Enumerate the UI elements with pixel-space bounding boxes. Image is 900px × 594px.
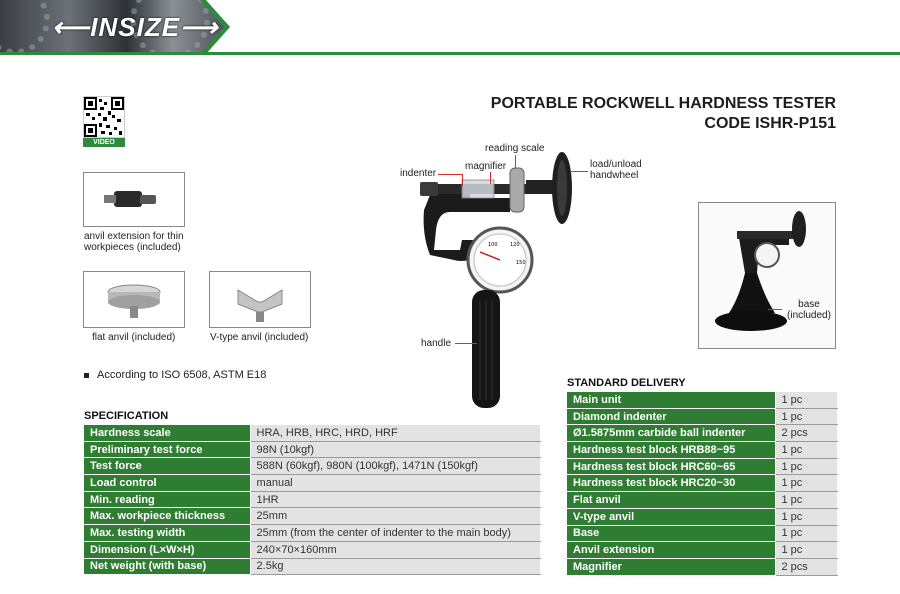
spec-label: Preliminary test force bbox=[84, 441, 251, 458]
spec-row bbox=[84, 475, 541, 492]
spec-row bbox=[84, 458, 541, 475]
spec-row bbox=[84, 541, 541, 558]
delivery-row bbox=[567, 425, 838, 442]
delivery-value: 1 pc bbox=[775, 508, 838, 525]
header-banner bbox=[0, 0, 900, 58]
delivery-value: 1 pc bbox=[775, 442, 838, 459]
spec-row bbox=[84, 508, 541, 525]
delivery-label: Hardness test block HRC60~65 bbox=[567, 458, 776, 475]
magnifier-leader bbox=[490, 172, 491, 184]
flat-anvil-caption: flat anvil (included) bbox=[92, 332, 176, 343]
dial-number-100: 100 bbox=[488, 242, 498, 248]
load-unload-callout: load/unload handwheel bbox=[590, 159, 642, 181]
standard-delivery-table bbox=[566, 391, 838, 576]
magnifier-callout: magnifier bbox=[465, 161, 507, 172]
delivery-value: 1 pc bbox=[775, 408, 838, 425]
delivery-label: Diamond indenter bbox=[567, 408, 776, 425]
delivery-row bbox=[567, 442, 838, 459]
v-anvil-image bbox=[209, 271, 311, 328]
spec-label: Min. reading bbox=[84, 491, 251, 508]
tester-illustration bbox=[410, 140, 600, 410]
delivery-value: 1 pc bbox=[775, 475, 838, 492]
reading-scale-callout: reading scale bbox=[485, 143, 545, 154]
standard-delivery-heading: STANDARD DELIVERY bbox=[567, 377, 686, 389]
product-code: CODE ISHR-P151 bbox=[704, 115, 836, 132]
delivery-row bbox=[567, 542, 838, 559]
spec-label: Net weight (with base) bbox=[84, 558, 251, 575]
spec-value: 25mm bbox=[250, 508, 540, 525]
anvil-extension-caption: anvil extension for thin workpieces (included) bbox=[84, 231, 184, 253]
v-anvil-caption: V-type anvil (included) bbox=[210, 332, 309, 343]
delivery-label: Hardness test block HRC20~30 bbox=[567, 475, 776, 492]
brand-logo: ⟵INSIZE⟶ bbox=[52, 12, 219, 42]
delivery-row bbox=[567, 458, 838, 475]
spec-label: Hardness scale bbox=[84, 425, 251, 442]
spec-row bbox=[84, 491, 541, 508]
standards-note bbox=[84, 369, 266, 381]
delivery-label: Base bbox=[567, 525, 776, 542]
delivery-value: 1 pc bbox=[775, 492, 838, 509]
delivery-value: 1 pc bbox=[775, 392, 838, 409]
spec-label: Load control bbox=[84, 475, 251, 492]
delivery-label: V-type anvil bbox=[567, 508, 776, 525]
specification-table bbox=[83, 424, 541, 575]
delivery-label: Ø1.5875mm carbide ball indenter bbox=[567, 425, 776, 442]
delivery-row bbox=[567, 558, 838, 575]
standards-text: According to ISO 6508, ASTM E18 bbox=[97, 369, 267, 381]
delivery-row bbox=[567, 525, 838, 542]
dial-number-150: 150 bbox=[516, 260, 526, 266]
delivery-value: 1 pc bbox=[775, 542, 838, 559]
spec-row bbox=[84, 441, 541, 458]
anvil-extension-image bbox=[83, 172, 185, 227]
indenter-leader bbox=[438, 174, 462, 175]
delivery-row bbox=[567, 408, 838, 425]
spec-row bbox=[84, 425, 541, 442]
delivery-value: 2 pcs bbox=[775, 425, 838, 442]
base-callout: base (included) bbox=[787, 299, 831, 321]
spec-label: Test force bbox=[84, 458, 251, 475]
handle-callout: handle bbox=[421, 338, 452, 349]
spec-label: Max. testing width bbox=[84, 525, 251, 542]
delivery-value: 2 pcs bbox=[775, 558, 838, 575]
qr-video-label: VIDEO bbox=[83, 138, 125, 147]
indenter-leader-drop bbox=[462, 174, 463, 186]
spec-label: Dimension (L×W×H) bbox=[84, 541, 251, 558]
delivery-label: Flat anvil bbox=[567, 492, 776, 509]
flat-anvil-image bbox=[83, 271, 185, 328]
delivery-label: Hardness test block HRB88~95 bbox=[567, 442, 776, 459]
qr-code[interactable] bbox=[83, 96, 125, 138]
handle-leader bbox=[455, 343, 477, 344]
spec-value: HRA, HRB, HRC, HRD, HRF bbox=[250, 425, 540, 442]
specification-heading: SPECIFICATION bbox=[84, 410, 169, 422]
banner-rule bbox=[0, 52, 900, 55]
spec-value: 2.5kg bbox=[250, 558, 540, 575]
delivery-label: Magnifier bbox=[567, 558, 776, 575]
spec-value: 25mm (from the center of indenter to the main body) bbox=[250, 525, 540, 542]
spec-value: 1HR bbox=[250, 491, 540, 508]
dial-number-120: 120 bbox=[510, 242, 520, 248]
base-leader bbox=[768, 309, 782, 310]
delivery-value: 1 pc bbox=[775, 458, 838, 475]
indenter-callout: indenter bbox=[400, 168, 437, 179]
page-title bbox=[491, 94, 836, 134]
reading-scale-leader bbox=[515, 155, 516, 169]
spec-row bbox=[84, 525, 541, 542]
delivery-row bbox=[567, 475, 838, 492]
product-name: PORTABLE ROCKWELL HARDNESS TESTER bbox=[490, 95, 836, 112]
spec-row bbox=[84, 558, 541, 575]
delivery-label: Anvil extension bbox=[567, 542, 776, 559]
delivery-row bbox=[567, 492, 838, 509]
bullet-icon bbox=[84, 373, 89, 378]
spec-value: 588N (60kgf), 980N (100kgf), 1471N (150kgf) bbox=[250, 458, 540, 475]
delivery-value: 1 pc bbox=[775, 525, 838, 542]
delivery-row bbox=[567, 508, 838, 525]
tester-with-base-image bbox=[698, 202, 836, 349]
spec-value: 98N (10kgf) bbox=[250, 441, 540, 458]
delivery-label: Main unit bbox=[567, 392, 776, 409]
spec-value: 240×70×160mm bbox=[250, 541, 540, 558]
delivery-row bbox=[567, 392, 838, 409]
spec-label: Max. workpiece thickness bbox=[84, 508, 251, 525]
spec-value: manual bbox=[250, 475, 540, 492]
load-unload-leader bbox=[570, 171, 588, 172]
